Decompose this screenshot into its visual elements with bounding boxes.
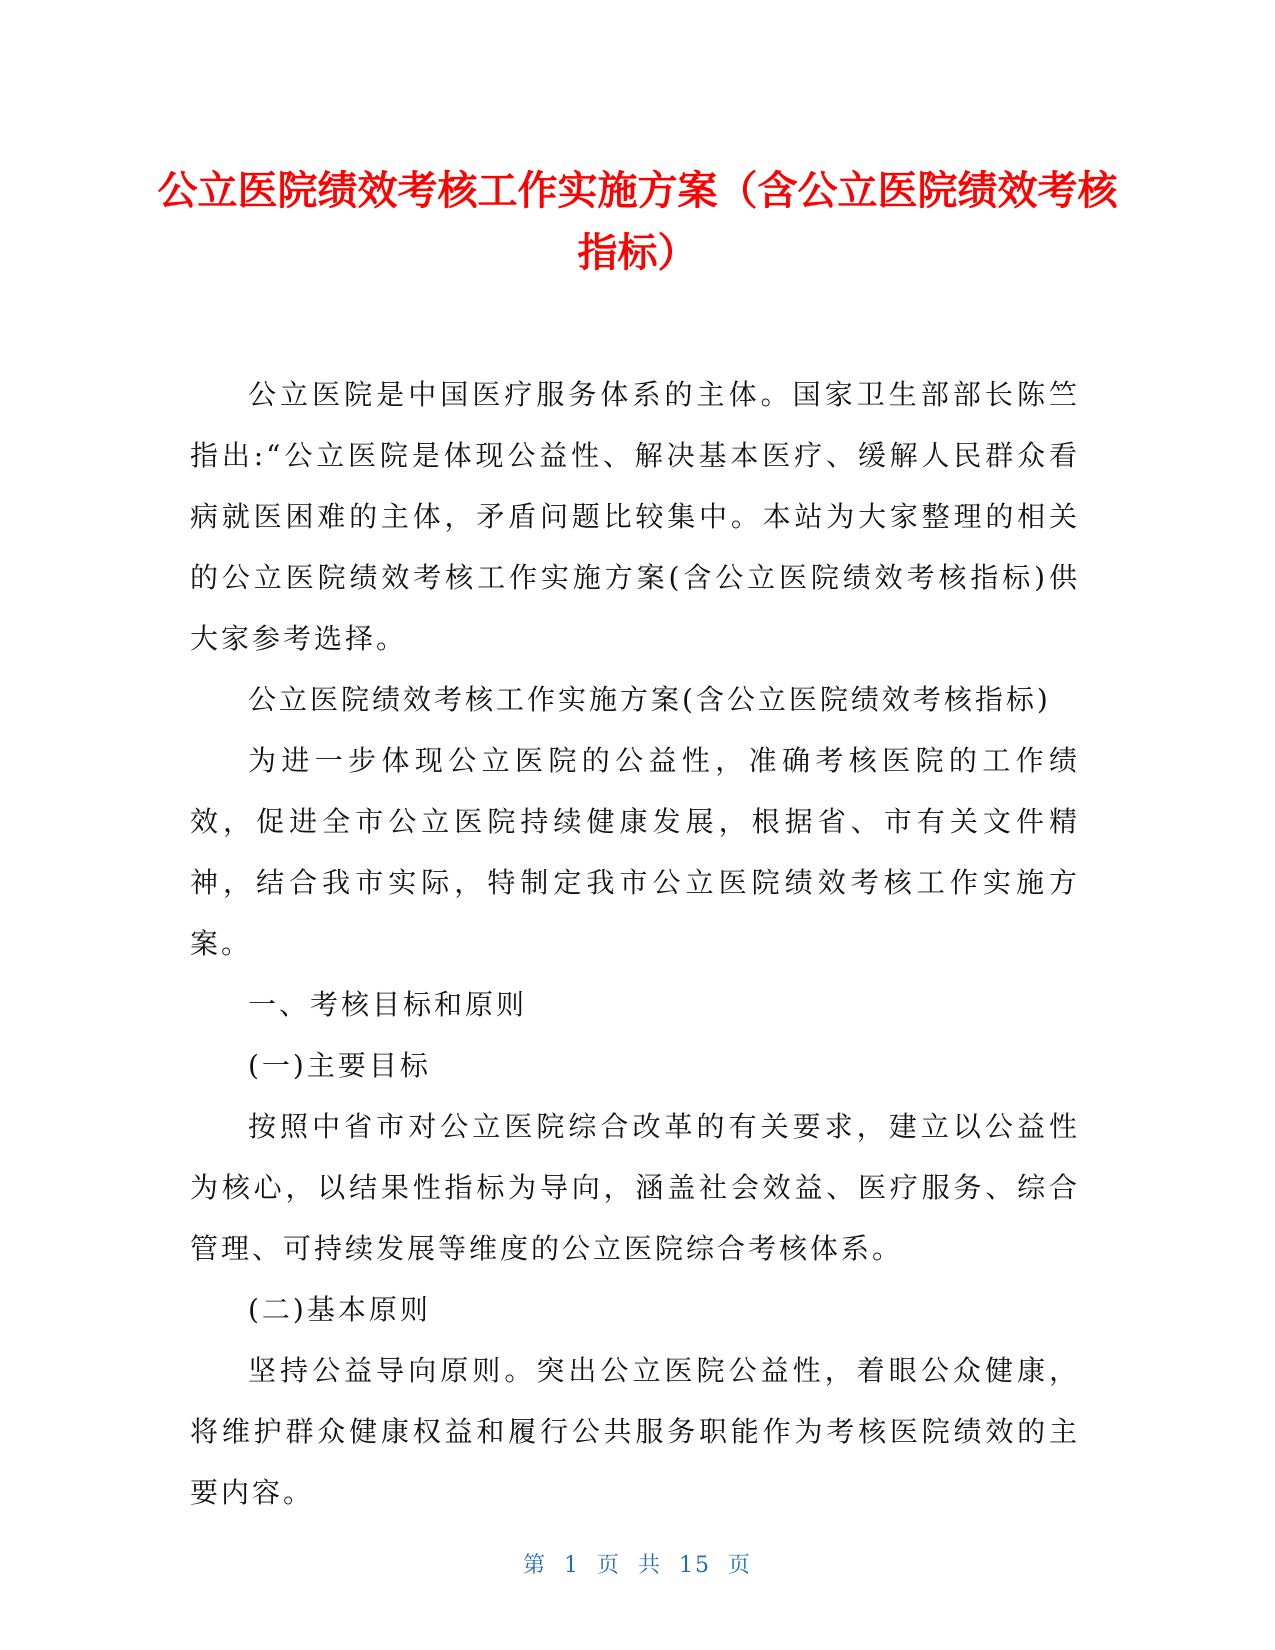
paragraph-main-goal: 按照中省市对公立医院综合改革的有关要求，建立以公益性为核心，以结果性指标为导向，涵盖社会效益、医疗服务、综合管理、可持续发展等维度的公立医院综合考核体系。 <box>190 1110 1080 1265</box>
document-title: 公立医院绩效考核工作实施方案（含公立医院绩效考核指标） <box>157 168 1118 276</box>
document-body <box>190 364 1080 1523</box>
paragraph-plan-title: 公立医院绩效考核工作实施方案(含公立医院绩效考核指标) <box>248 683 1051 716</box>
subsection-heading-main-goal: (一)主要目标 <box>248 1049 431 1082</box>
footer-total-word: 共 <box>638 1553 663 1578</box>
footer-prefix: 第 <box>522 1553 547 1578</box>
page-number-footer <box>0 1548 1275 1579</box>
paragraph-principle-public-welfare: 坚持公益导向原则。突出公立医院公益性，着眼公众健康，将维护群众健康权益和履行公共服务职能作为考核医院绩效的主要内容。 <box>190 1354 1080 1509</box>
section-heading-1: 一、考核目标和原则 <box>248 988 528 1021</box>
footer-suffix: 页 <box>728 1553 753 1578</box>
paragraph-intro: 公立医院是中国医疗服务体系的主体。国家卫生部部长陈竺指出:“公立医院是体现公益性、解决基本医疗、缓解人民群众看病就医困难的主体，矛盾问题比较集中。本站为大家整理的相关的公立医院绩效考核工作实施方案(含公立医院绩效考核指标)供大家参考选择。 <box>190 378 1080 655</box>
footer-total-pages: 15 <box>679 1553 712 1578</box>
subsection-heading-principles: (二)基本原则 <box>248 1293 431 1326</box>
paragraph-purpose: 为进一步体现公立医院的公益性，准确考核医院的工作绩效，促进全市公立医院持续健康发展，根据省、市有关文件精神，结合我市实际，特制定我市公立医院绩效考核工作实施方案。 <box>190 744 1080 960</box>
footer-page-word: 页 <box>596 1553 621 1578</box>
footer-current-page: 1 <box>563 1553 580 1578</box>
